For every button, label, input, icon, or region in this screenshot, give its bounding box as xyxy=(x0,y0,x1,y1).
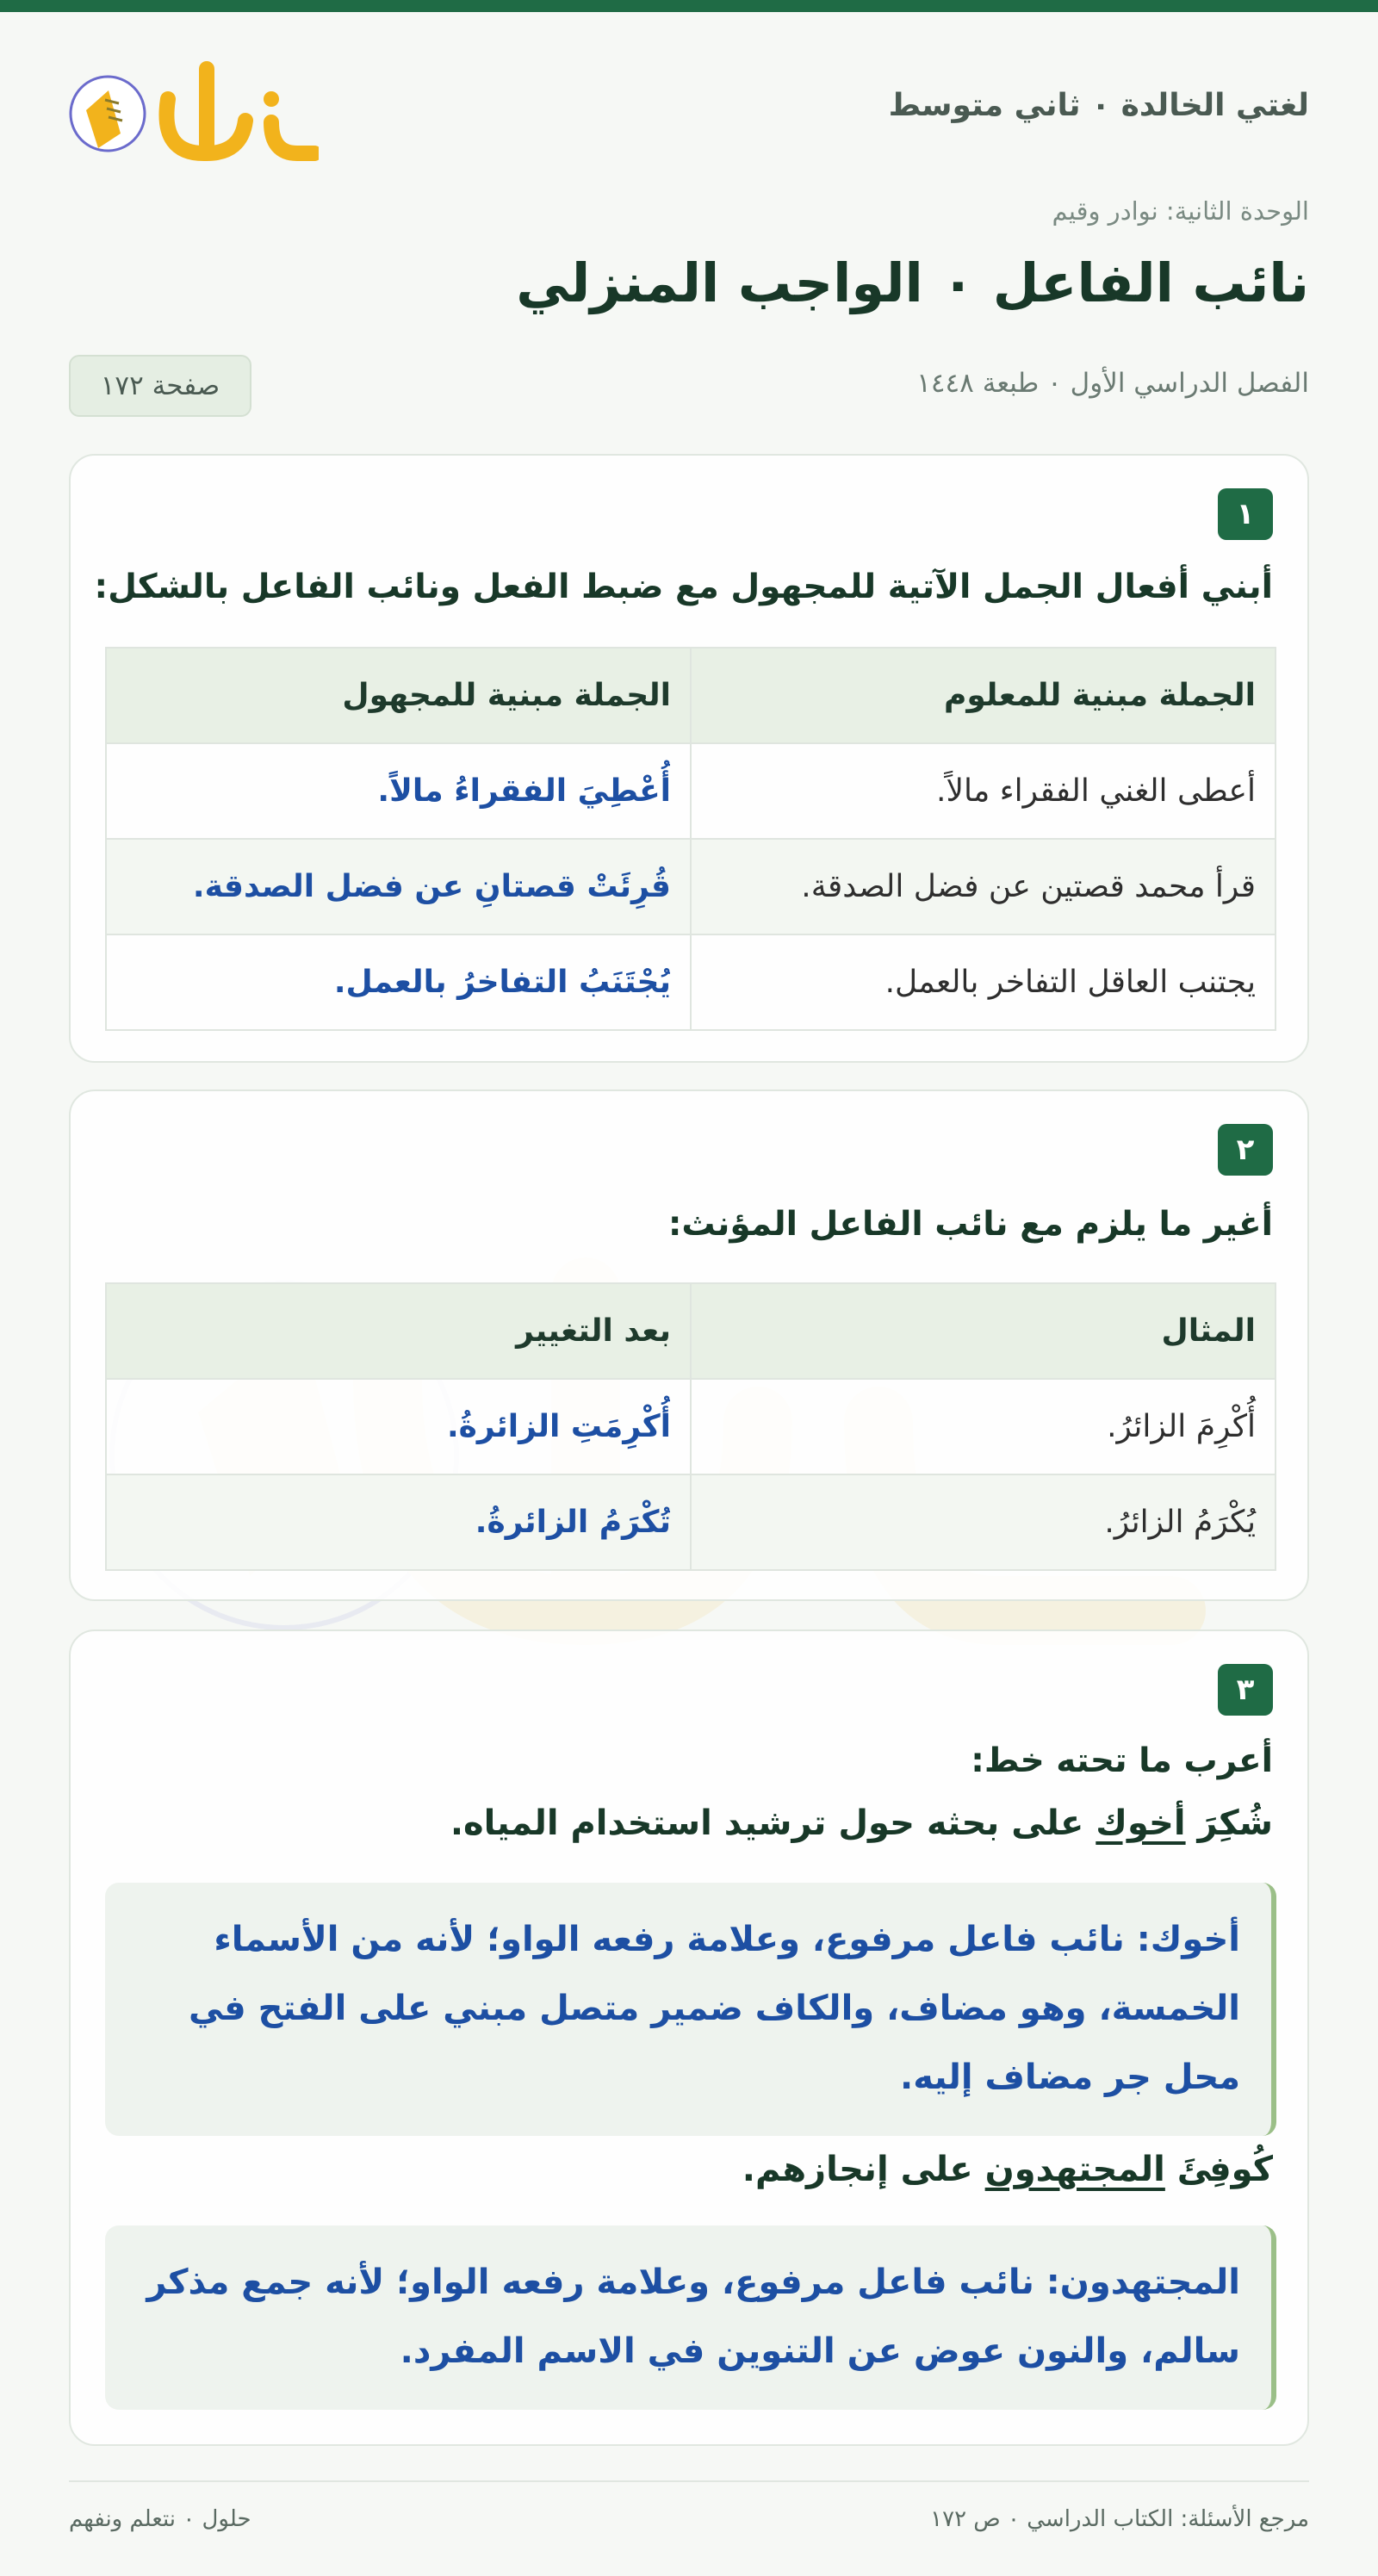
footer-slogan: حلول ٠ نتعلم ونفهم xyxy=(69,2506,251,2532)
table-row xyxy=(106,1474,1276,1570)
term-label: الفصل الدراسي الأول ٠ طبعة ١٤٤٨ xyxy=(916,368,1309,399)
question-number-badge: ٢ xyxy=(1218,1124,1273,1176)
feminine-change-table xyxy=(105,1282,1276,1571)
passive-conversion-table xyxy=(105,647,1276,1031)
active-sentence: أعطى الغني الفقراء مالاً. xyxy=(691,743,1276,839)
underlined-word: أخوك xyxy=(1096,1803,1186,1843)
sentence-verb: كُوفِئَ xyxy=(1176,2150,1273,2189)
table-row xyxy=(106,743,1276,839)
sentence-verb: شُكِرَ xyxy=(1197,1803,1273,1843)
passive-answer: يُجْتَنَبُ التفاخرُ بالعمل. xyxy=(106,934,691,1030)
passive-answer: أُعْطِيَ الفقراءُ مالاً. xyxy=(106,743,691,839)
page-number-badge: صفحة ١٧٢ xyxy=(69,355,251,417)
parse-sentence-1 xyxy=(450,1803,1273,1843)
question-card-2 xyxy=(69,1089,1309,1601)
sentence-rest: على بحثه حول ترشيد استخدام المياه. xyxy=(450,1803,1084,1843)
table-header-row xyxy=(106,648,1276,743)
question-card-3 xyxy=(69,1629,1309,2446)
question-card-1 xyxy=(69,454,1309,1063)
parse-answer-1: أخوك: نائب فاعل مرفوع، وعلامة رفعه الواو؛ لأنه من الأسماء الخمسة، وهو مضاف، والكاف ضمير متصل مبني على الفتح في محل جر مضاف إليه. xyxy=(105,1883,1276,2136)
book-title: لغتي الخالدة ٠ ثاني متوسط xyxy=(888,88,1309,123)
question-number-badge: ٣ xyxy=(1218,1664,1273,1716)
column-header: الجملة مبنية للمعلوم xyxy=(691,648,1276,743)
active-sentence: يجتنب العاقل التفاخر بالعمل. xyxy=(691,934,1276,1030)
question-prompt: أعرب ما تحته خط: xyxy=(971,1741,1273,1780)
parse-sentence-2 xyxy=(742,2150,1273,2189)
table-row xyxy=(106,839,1276,934)
example-sentence: يُكْرَمُ الزائرُ. xyxy=(691,1474,1276,1570)
table-row xyxy=(106,1379,1276,1474)
column-header: الجملة مبنية للمجهول xyxy=(106,648,691,743)
page-header xyxy=(69,52,1309,164)
question-number-badge: ١ xyxy=(1218,488,1273,540)
unit-label: الوحدة الثانية: نوادر وقيم xyxy=(1052,196,1309,226)
changed-answer: أُكْرِمَتِ الزائرةُ. xyxy=(106,1379,691,1474)
column-header: المثال xyxy=(691,1283,1276,1379)
question-prompt: أبني أفعال الجمل الآتية للمجهول مع ضبط الفعل ونائب الفاعل بالشكل: xyxy=(94,568,1273,606)
passive-answer: قُرِئَتْ قصتانِ عن فضل الصدقة. xyxy=(106,839,691,934)
column-header: بعد التغيير xyxy=(106,1283,691,1379)
question-prompt: أغير ما يلزم مع نائب الفاعل المؤنث: xyxy=(667,1205,1273,1244)
parse-answer-2: المجتهدون: نائب فاعل مرفوع، وعلامة رفعه الواو؛ لأنه جمع مذكر سالم، والنون عوض عن التنوين في الاسم المفرد. xyxy=(105,2225,1276,2410)
sentence-rest: على إنجازهم. xyxy=(742,2150,973,2189)
table-row xyxy=(106,934,1276,1030)
example-sentence: أُكْرِمَ الزائرُ. xyxy=(691,1379,1276,1474)
page-title: نائب الفاعل ٠ الواجب المنزلي xyxy=(516,251,1309,314)
footer-divider xyxy=(69,2480,1309,2482)
changed-answer: تُكْرَمُ الزائرةُ. xyxy=(106,1474,691,1570)
top-accent-bar xyxy=(0,0,1378,12)
footer-reference: مرجع الأسئلة: الكتاب الدراسي ٠ ص ١٧٢ xyxy=(930,2506,1309,2532)
hulul-logo[interactable] xyxy=(69,52,319,164)
table-header-row xyxy=(106,1283,1276,1379)
active-sentence: قرأ محمد قصتين عن فضل الصدقة. xyxy=(691,839,1276,934)
underlined-word: المجتهدون xyxy=(984,2150,1165,2189)
